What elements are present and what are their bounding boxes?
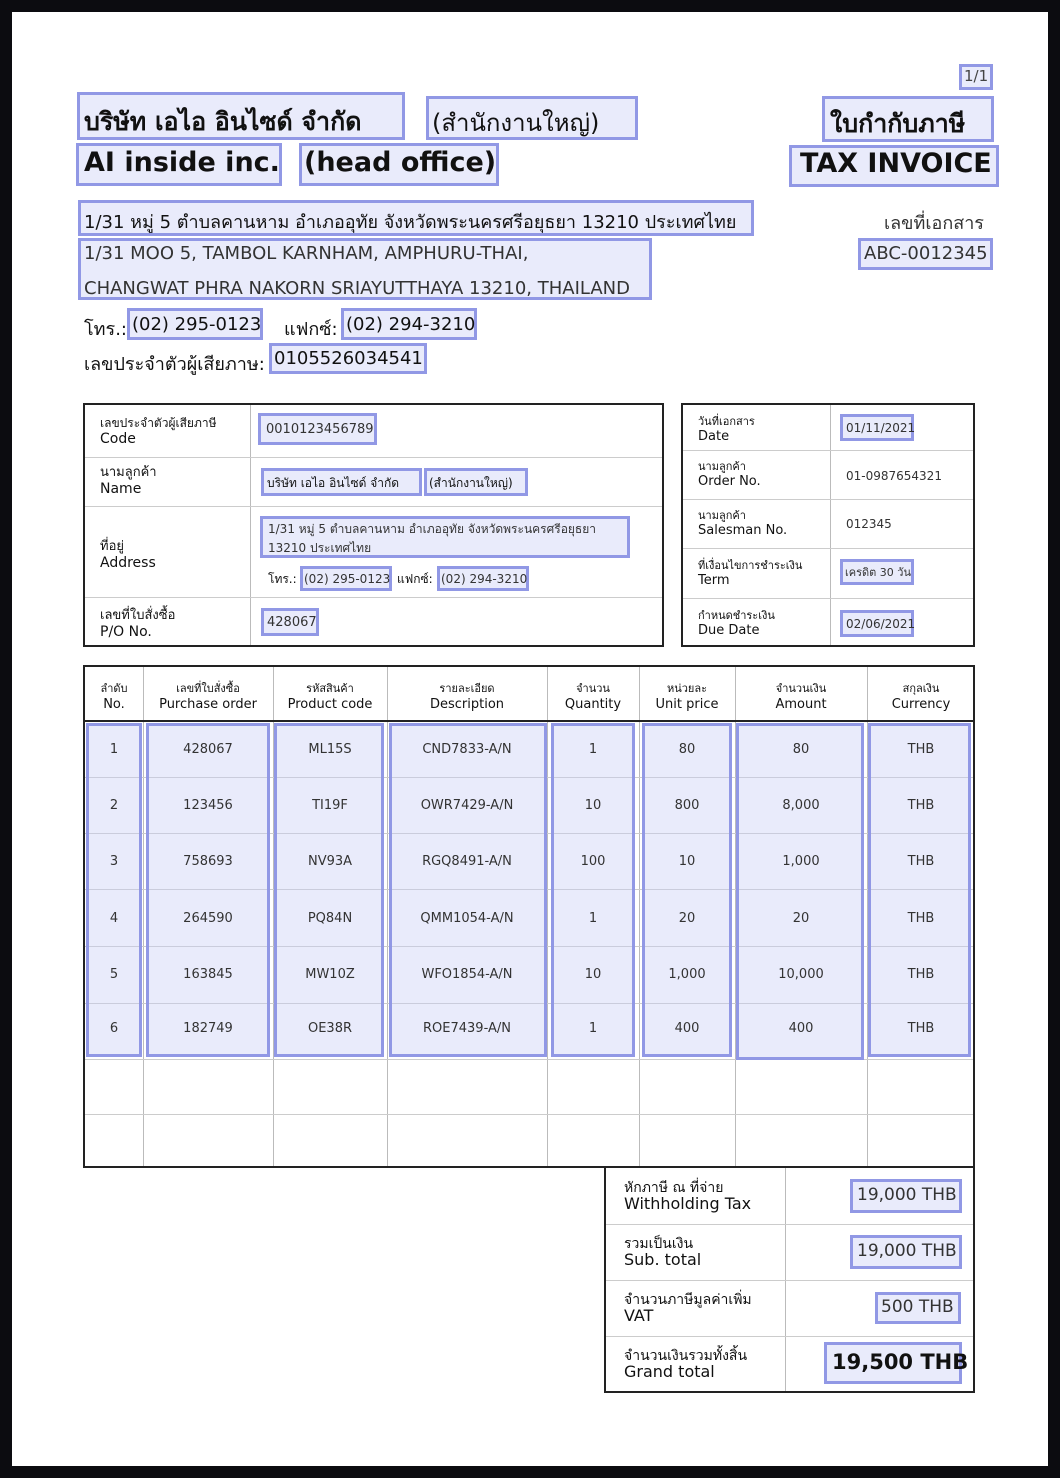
company-office-en: (head office): [304, 147, 497, 178]
cell-description: RGQ8491-A/N: [422, 854, 512, 869]
company-address-th: 1/31 หมู่ 5 ตำบลคานหาม อำเภออุทัย จังหวัดพระนครศรีอยุธยา 13210 ประเทศไทย: [84, 212, 737, 233]
meta-order: 01-0987654321: [846, 469, 942, 483]
subtotal-value: 19,000 THB: [857, 1241, 957, 1261]
cell-purchase-order: 264590: [183, 911, 233, 926]
company-taxid: 0105526034541: [274, 348, 423, 369]
document-meta-box: [681, 403, 975, 647]
customer-address-label-th: ที่อยู่: [100, 539, 124, 554]
company-fax: (02) 294-3210: [346, 314, 476, 335]
grand-value: 19,500 THB: [832, 1350, 969, 1374]
doc-title-en: TAX INVOICE: [800, 148, 992, 179]
customer-name-label-th: นามลูกค้า: [100, 465, 157, 480]
wht-value: 19,000 THB: [857, 1185, 957, 1205]
wht-label-en: Withholding Tax: [624, 1194, 752, 1213]
cell-quantity: 1: [588, 911, 598, 926]
customer-code: 0010123456789: [266, 422, 374, 437]
invoice-page: [12, 12, 1048, 1466]
company-tel: (02) 295-0123: [132, 314, 262, 335]
cell-product-code: TI19F: [312, 798, 348, 813]
doc-title-th: ใบกำกับภาษี: [830, 109, 966, 138]
subtotal-label-en: Sub. total: [624, 1250, 702, 1269]
cell-no: 4: [109, 911, 119, 926]
col-code-highlight: [274, 723, 384, 1057]
meta-term-label-en: Term: [698, 573, 730, 588]
col-qty-highlight: [551, 723, 635, 1057]
customer-address-label-en: Address: [100, 555, 156, 571]
cell-purchase-order: 182749: [183, 1021, 233, 1036]
col-price-highlight: [642, 723, 732, 1057]
customer-name-office: (สำนักงานใหญ่): [429, 476, 513, 490]
grand-label-th: จำนวนเงินรวมทั้งสิ้น: [624, 1348, 748, 1364]
company-name-th: บริษัท เอไอ อินไซด์ จำกัด: [84, 107, 362, 136]
cell-amount: 400: [788, 1021, 814, 1036]
doc-number: ABC-0012345: [864, 243, 988, 264]
cell-amount: 20: [792, 911, 810, 926]
cell-currency: THB: [907, 742, 935, 757]
col-po-highlight: [146, 723, 270, 1057]
customer-name-label-en: Name: [100, 481, 142, 497]
cell-description: QMM1054-A/N: [420, 911, 514, 926]
cell-product-code: ML15S: [308, 742, 352, 757]
cell-currency: THB: [907, 967, 935, 982]
meta-sales: 012345: [846, 517, 892, 531]
company-taxid-label: เลขประจำตัวผู้เสียภาษ:: [84, 354, 265, 375]
company-fax-label: แฟกซ์:: [284, 319, 338, 340]
customer-tel: (02) 295-0123: [304, 572, 391, 586]
items-table: [83, 665, 975, 1168]
cell-unit-price: 800: [674, 798, 700, 813]
customer-tel-label: โทร.:: [268, 572, 297, 586]
customer-name: บริษัท เอไอ อินไซด์ จำกัด: [267, 476, 400, 490]
company-address-en-line2: CHANGWAT PHRA NAKORN SRIAYUTTHAYA 13210, THAILAND: [84, 278, 630, 299]
page-number: 1/1: [964, 67, 989, 85]
cell-currency: THB: [907, 854, 935, 869]
cell-quantity: 10: [584, 798, 602, 813]
cell-description: OWR7429-A/N: [420, 798, 514, 813]
customer-fax: (02) 294-3210: [441, 572, 528, 586]
meta-term-label-th: ที่เงื่อนไขการชำระเงิน: [698, 559, 803, 572]
totals-box: [604, 1166, 975, 1393]
cell-currency: THB: [907, 1021, 935, 1036]
grand-label-en: Grand total: [624, 1362, 715, 1381]
cell-product-code: PQ84N: [307, 911, 353, 926]
company-name-en: AI inside inc.: [84, 147, 280, 178]
customer-fax-label: แฟกซ์:: [397, 572, 433, 586]
cell-no: 1: [109, 742, 119, 757]
meta-due: 02/06/2021: [846, 617, 916, 631]
customer-po: 428067: [267, 615, 317, 630]
header-purchase-order: เลขที่ใบสั่งซื้อ Purchase order: [159, 682, 257, 712]
cell-no: 6: [109, 1021, 119, 1036]
cell-quantity: 1: [588, 742, 598, 757]
vat-value: 500 THB: [881, 1297, 954, 1317]
cell-description: CND7833-A/N: [422, 742, 512, 757]
cell-description: WFO1854-A/N: [421, 967, 513, 982]
header-amount: จำนวนเงิน Amount: [775, 682, 827, 712]
header-no: ลำดับ No.: [100, 682, 128, 712]
cell-quantity: 10: [584, 967, 602, 982]
cell-amount: 80: [792, 742, 810, 757]
company-tel-label: โทร.:: [84, 319, 127, 340]
cell-purchase-order: 163845: [183, 967, 233, 982]
cell-unit-price: 1,000: [668, 967, 706, 982]
header-unit-price: หน่วยละ Unit price: [655, 682, 719, 712]
vat-label-en: VAT: [624, 1306, 654, 1325]
company-office-th: (สำนักงานใหญ่): [432, 109, 600, 137]
meta-due-label-th: กำหนดชำระเงิน: [698, 609, 775, 622]
cell-product-code: MW10Z: [305, 967, 355, 982]
subtotal-label-th: รวมเป็นเงิน: [624, 1236, 694, 1252]
col-no-highlight: [86, 723, 142, 1057]
cell-amount: 8,000: [782, 798, 820, 813]
customer-code-label-en: Code: [100, 431, 136, 447]
meta-date-label-th: วันที่เอกสาร: [698, 415, 755, 428]
col-amount-highlight: [736, 723, 864, 1060]
customer-po-label-en: P/O No.: [100, 624, 152, 640]
cell-description: ROE7439-A/N: [423, 1021, 511, 1036]
cell-unit-price: 20: [678, 911, 696, 926]
cell-amount: 10,000: [778, 967, 824, 982]
cell-purchase-order: 123456: [183, 798, 233, 813]
cell-no: 2: [109, 798, 119, 813]
meta-order-label-en: Order No.: [698, 474, 761, 489]
wht-label-th: หักภาษี ณ ที่จ่าย: [624, 1180, 724, 1196]
vat-label-th: จำนวนภาษีมูลค่าเพิ่ม: [624, 1292, 752, 1308]
doc-number-label: เลขที่เอกสาร: [884, 213, 984, 234]
cell-quantity: 1: [588, 1021, 598, 1036]
meta-sales-label-en: Salesman No.: [698, 523, 788, 538]
cell-no: 3: [109, 854, 119, 869]
company-address-en-line1: 1/31 MOO 5, TAMBOL KARNHAM, AMPHURU-THAI,: [84, 243, 529, 264]
cell-quantity: 100: [580, 854, 606, 869]
cell-unit-price: 80: [678, 742, 696, 757]
header-description: รายละเอียด Description: [429, 682, 505, 712]
customer-code-label-th: เลขประจำตัวผู้เสียภาษี: [100, 416, 217, 430]
meta-date: 01/11/2021: [846, 421, 916, 435]
cell-purchase-order: 428067: [183, 742, 233, 757]
header-quantity: จำนวน Quantity: [564, 682, 622, 712]
customer-info-box: [83, 403, 664, 647]
customer-address-line1: 1/31 หมู่ 5 ตำบลคานหาม อำเภออุทัย จังหวัดพระนครศรีอยุธยา: [268, 522, 597, 536]
header-product-code: รหัสสินค้า Product code: [287, 682, 373, 712]
meta-date-label-en: Date: [698, 429, 730, 444]
cell-product-code: OE38R: [307, 1021, 353, 1036]
cell-unit-price: 10: [678, 854, 696, 869]
customer-po-label-th: เลขที่ใบสั่งซื้อ: [100, 608, 176, 623]
meta-due-label-en: Due Date: [698, 623, 760, 638]
customer-address-line2: 13210 ประเทศไทย: [268, 541, 372, 555]
cell-product-code: NV93A: [307, 854, 353, 869]
cell-amount: 1,000: [782, 854, 820, 869]
cell-unit-price: 400: [674, 1021, 700, 1036]
cell-currency: THB: [907, 798, 935, 813]
col-currency-highlight: [868, 723, 971, 1057]
meta-sales-label-th: นามลูกค้า: [698, 509, 746, 522]
col-desc-highlight: [389, 723, 547, 1057]
meta-order-label-th: นามลูกค้า: [698, 460, 746, 473]
cell-currency: THB: [907, 911, 935, 926]
cell-purchase-order: 758693: [183, 854, 233, 869]
cell-no: 5: [109, 967, 119, 982]
header-currency: สกุลเงิน Currency: [891, 682, 951, 712]
meta-term: เครดิต 30 วัน: [845, 566, 911, 579]
